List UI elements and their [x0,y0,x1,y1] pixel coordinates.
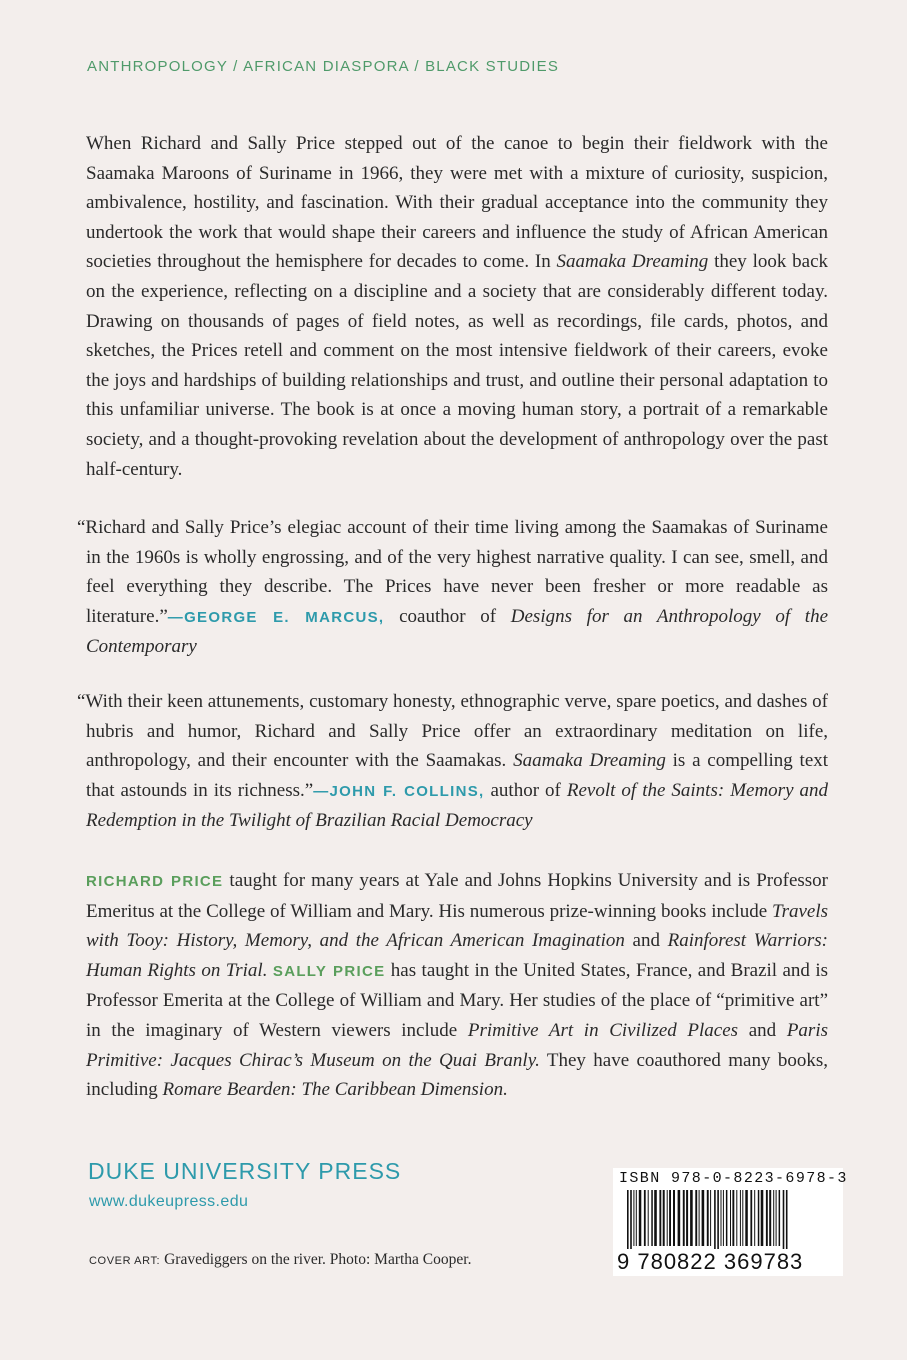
description-part-2: they look back on the experience, reflecting on a discipline and a society that are considerably different today. Drawing on thousands of pages of field notes, as well as recordings, file cards, photos, and sketches, the Prices retell and comment on the most intensive fieldwork of their careers, evoke the joys and hardships of building relationships and trust, and outline their personal adaptation to this unfamiliar universe. The book is at once a moving human story, a portrait of a remarkable society, and a thought-provoking revelation about the development of anthropology over the past half-century. [86,251,829,480]
barcode-bar [651,1190,653,1246]
bio-book-1: Travels with Tooy: History, Memory, and the African American Imagination [86,900,828,952]
barcode-bar [750,1190,752,1246]
barcode-bar [773,1190,774,1246]
barcode-digits: 9 780822 369783 [617,1249,841,1275]
bio-text-6: They have coauthored many books, including [86,1049,828,1101]
barcode-bar [654,1190,657,1246]
barcode-bar [732,1190,734,1246]
publisher-website: www.dukeupress.edu [89,1193,249,1210]
blurb-collins-author: JOHN F. COLLINS, [329,782,485,800]
barcode-guard-bar [786,1190,788,1252]
bio-book-5: Romare Bearden: The Caribbean Dimension. [162,1079,508,1101]
barcode-bar [699,1190,700,1246]
bio-text-5: and [738,1019,787,1041]
barcode-bar [769,1190,771,1246]
barcode-guard-bar [783,1190,785,1252]
bio-text-1: taught for many years at Yale and Johns Hopkins University and is Professor Emeritus at the College of William and Mary. His numerous prize-winning books include [86,870,829,922]
bio-book-4: Paris Primitive: Jacques Chirac’s Museum on the Quai Branly. [86,1019,828,1071]
barcode-bars [619,1190,837,1252]
barcode-bar [745,1190,748,1246]
author-bios [86,866,828,1105]
barcode-bar [761,1190,764,1246]
blurb-marcus-work: Designs for an Anthropology of the Contemporary [86,605,829,658]
cover-art-label: COVER ART: [89,1255,161,1267]
blurb-collins-text-1: “With their keen attunements, customary honesty, ethnographic verve, spare poetics, and dashes of hubris and humor, Richard and Sally Price offer an extraordinary meditation on life, anthropology, and their encounter with the Saamakas. [77,691,828,772]
cover-art-text: Gravediggers on the river. Photo: Martha Cooper. [160,1251,472,1268]
bio-text-4: has taught in the United States, France, and Brazil and is Professor Emerita at the College of William and Mary. Her studies of the place of “primitive art” in the imaginary of Western viewers include [86,959,828,1041]
barcode-bar [659,1190,661,1246]
blurb-marcus [77,513,829,662]
barcode-bar [686,1190,688,1246]
blurb-marcus-role: coauthor of [384,605,511,627]
barcode-guard-bar [630,1190,632,1252]
barcode-bar [754,1190,755,1246]
barcode-bar [648,1190,649,1246]
barcode-bar [723,1190,724,1246]
barcode-bar [633,1190,634,1246]
cover-art-credit [89,1251,471,1269]
publisher-name: DUKE UNIVERSITY PRESS [88,1158,402,1184]
barcode-bar [644,1190,646,1246]
blurb-collins [77,687,829,836]
barcode-bar [663,1190,665,1246]
blurb-marcus-text: “Richard and Sally Price’s elegiac account of their time living among the Saamakas of Suriname in the 1960s is wholly engrossing, and of the very highest narrative quality. I can see, smell, and feel everything they describe. The Prices have never been fresher or more readable as literature.” [77,517,828,627]
category-heading: ANTHROPOLOGY / AFRICAN DIASPORA / BLACK STUDIES [87,58,560,75]
barcode-bar [776,1190,777,1246]
bio-name-richard-price: RICHARD PRICE [86,873,224,890]
blurb-collins-role: author of [484,779,567,801]
blurb-collins-dash: — [313,782,330,800]
barcode-bar [740,1190,741,1246]
blurb-collins-book-title: Saamaka Dreaming [513,750,666,772]
barcode-bar [690,1190,693,1246]
barcode-bar [779,1190,781,1246]
description-part-1: When Richard and Sally Price stepped out of the canoe to begin their fieldwork with the Saamaka Maroons of Suriname in 1966, they were met with a mixture of curiosity, suspicion, ambivalence, hostility, and fascination. With their gradual acceptance into the community they undertook the work that would shape their careers and influence the study of African American societies throughout the hemisphere for decades to come. In [86,133,828,273]
blurb-collins-work: Revolt of the Saints: Memory and Redemption in the Twilight of Brazilian Racial Democracy [86,779,828,832]
barcode-bar [707,1190,709,1246]
blurb-collins-text-2: is a compelling text that astounds in its richness.” [86,750,829,801]
barcode-bar [683,1190,685,1246]
isbn-barcode [613,1168,848,1276]
barcode-bar [702,1190,705,1246]
blurb-marcus-author: GEORGE E. MARCUS, [184,608,385,626]
bio-text-2: and [624,930,668,952]
barcode-guard-bar [627,1190,629,1252]
isbn-text: ISBN 978-0-8223-6978-3 [619,1170,848,1187]
barcode-bar [667,1190,668,1246]
bio-book-3: Primitive Art in Civilized Places [467,1019,739,1041]
barcode-bar [636,1190,637,1246]
barcode-bar [726,1190,728,1246]
book-description [86,129,828,484]
barcode-bar [736,1190,737,1246]
barcode-bar [742,1190,743,1246]
barcode-bar [678,1190,681,1246]
barcode-guard-bar [717,1190,719,1252]
bio-name-sally-price: SALLY PRICE [272,962,386,980]
barcode-bar [766,1190,768,1246]
description-book-title: Saamaka Dreaming [556,251,709,273]
barcode-bar [639,1190,642,1246]
barcode-bar [669,1190,671,1246]
barcode-bar [673,1190,675,1246]
barcode-bar [730,1190,731,1246]
barcode-bar [721,1190,722,1246]
bio-book-2: Rainforest Warriors: Human Rights on Trial. [86,930,828,981]
barcode-bar [710,1190,711,1246]
barcode-bar [695,1190,697,1246]
barcode-guard-bar [714,1190,716,1252]
barcode-bar [758,1190,760,1246]
blurb-marcus-dash: — [167,608,185,626]
